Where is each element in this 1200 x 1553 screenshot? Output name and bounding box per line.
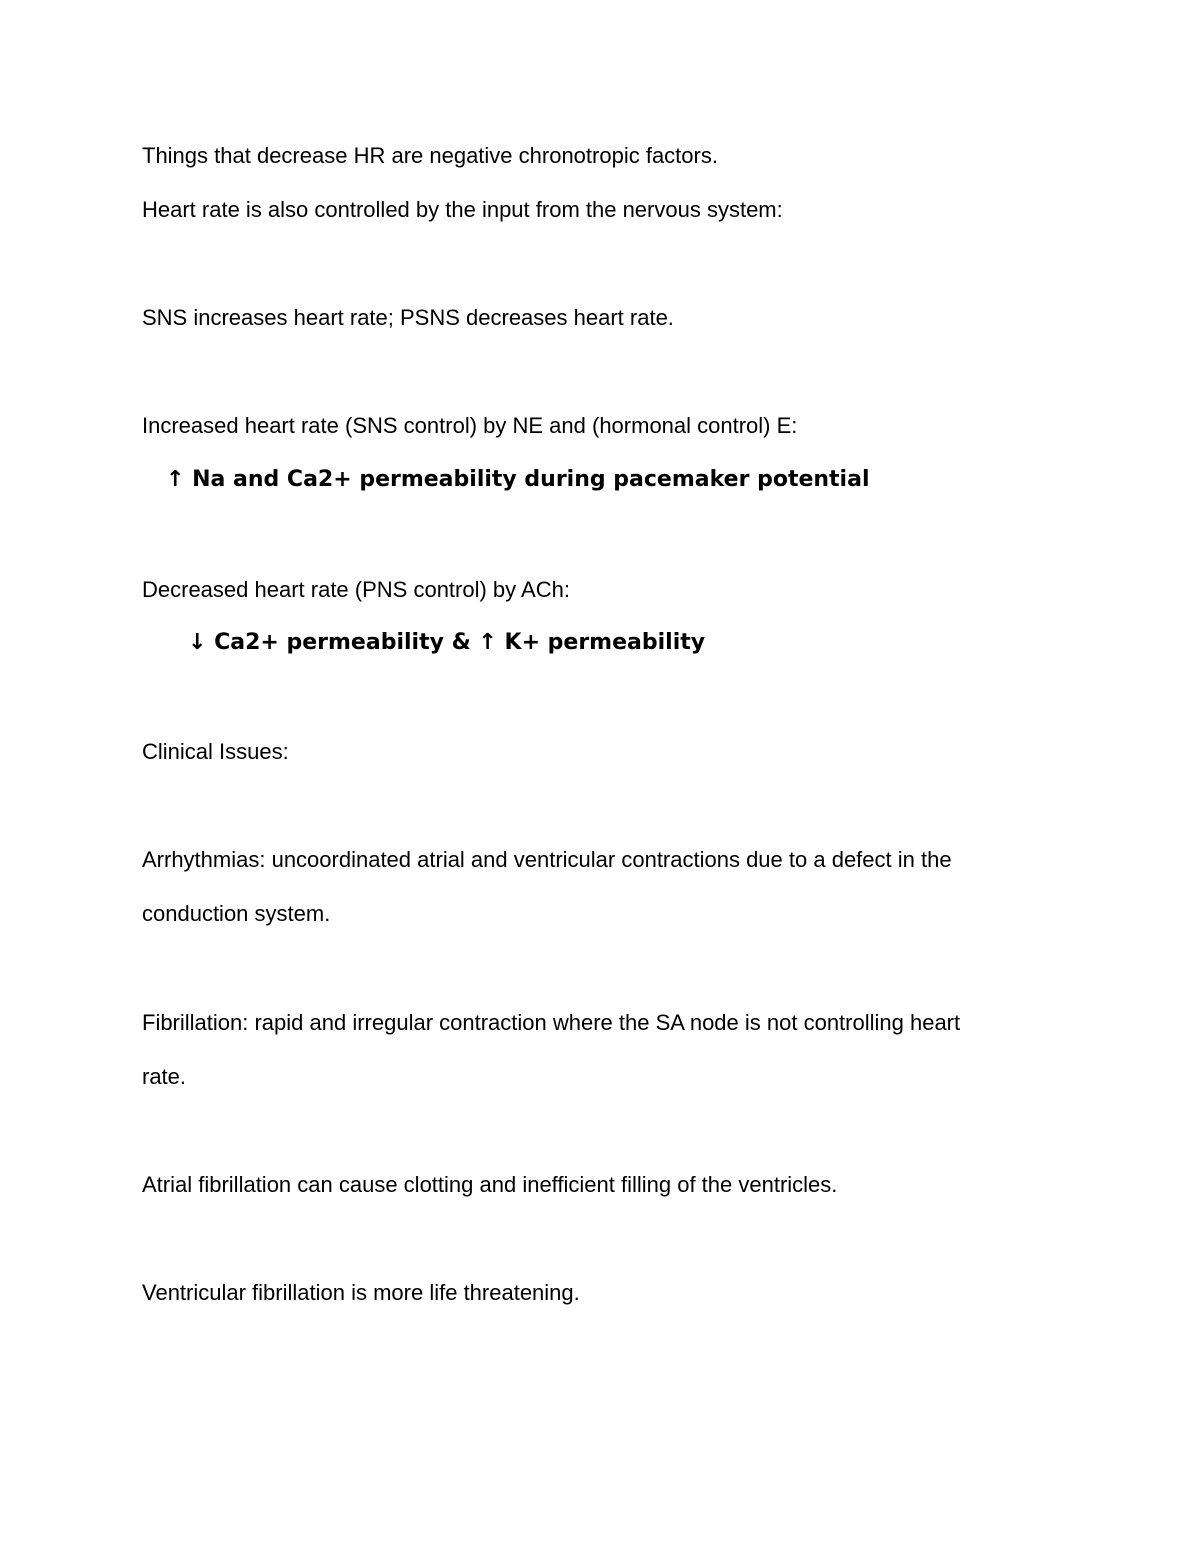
text-line-ventricular-fibrillation: Ventricular fibrillation is more life threatening. — [142, 1280, 580, 1305]
text-line-arrhythmias: Arrhythmias: uncoordinated atrial and ventricular contractions due to a defect in the — [142, 847, 952, 872]
text-line-decreased-heart-rate: Decreased heart rate (PNS control) by ACh: — [142, 577, 570, 602]
text-line-fibrillation-cont: rate. — [142, 1064, 187, 1089]
text-line-sns-psns: SNS increases heart rate; PSNS decreases heart rate. — [142, 305, 674, 330]
heading-clinical-issues: Clinical Issues: — [142, 739, 289, 764]
bold-line-na-ca-permeability: ↑ Na and Ca2+ permeability during pacemaker potential — [166, 467, 870, 492]
text-line-arrhythmias-cont: conduction system. — [142, 901, 331, 926]
bold-line-ca-k-permeability: ↓ Ca2+ permeability & ↑ K+ permeability — [188, 630, 706, 655]
text-line-nervous-system: Heart rate is also controlled by the input from the nervous system: — [142, 197, 783, 222]
text-line-increased-heart-rate: Increased heart rate (SNS control) by NE and (hormonal control) E: — [142, 413, 798, 438]
text-line-chronotropic: Things that decrease HR are negative chronotropic factors. — [142, 143, 718, 168]
text-line-atrial-fibrillation: Atrial fibrillation can cause clotting and inefficient filling of the ventricles. — [142, 1172, 838, 1197]
text-line-fibrillation: Fibrillation: rapid and irregular contraction where the SA node is not controlling heart — [142, 1010, 961, 1035]
